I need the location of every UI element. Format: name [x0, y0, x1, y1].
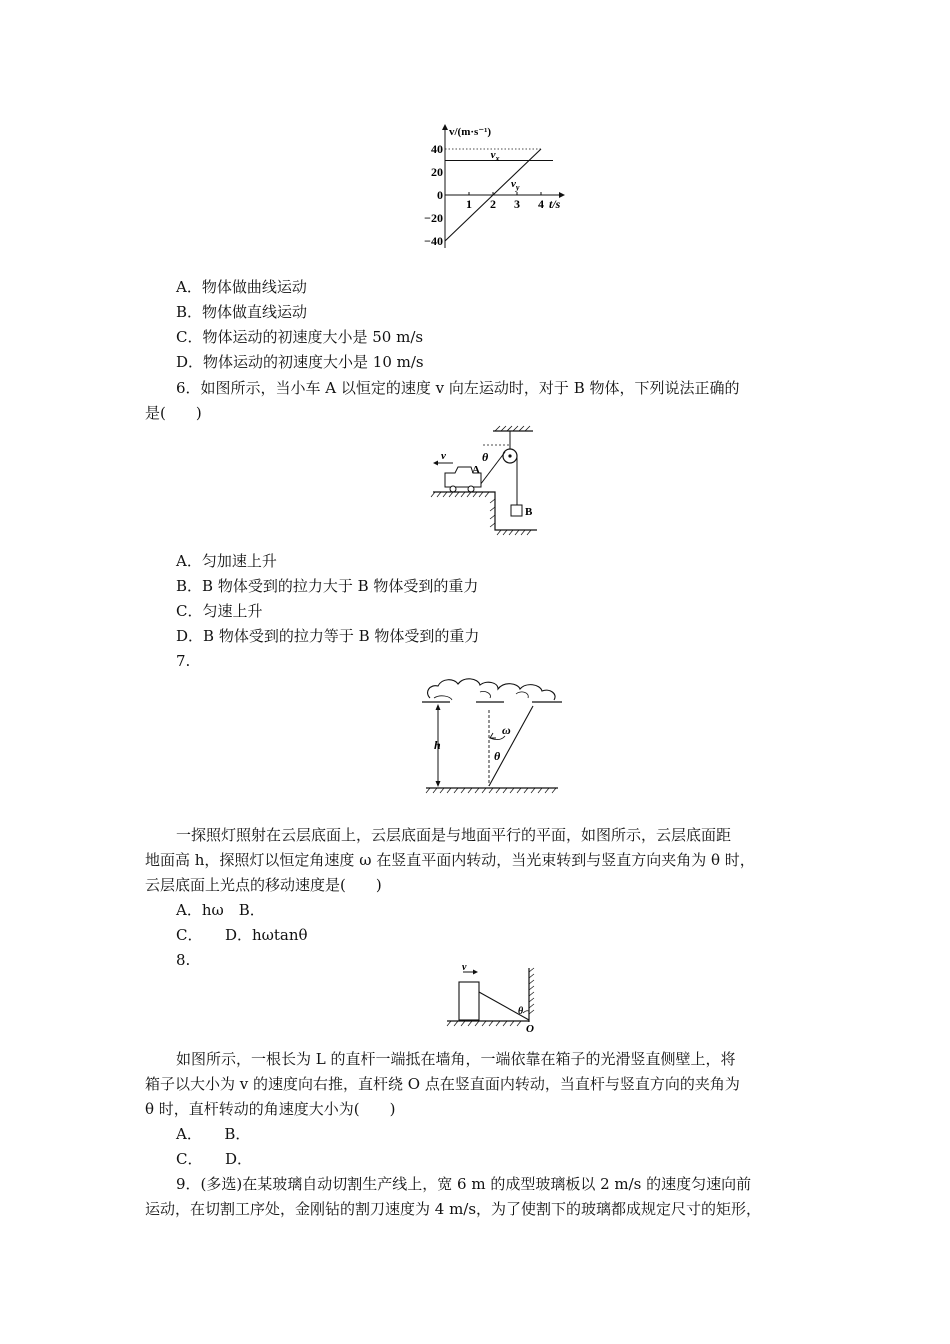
q7-stem-line3: 云层底面上光点的移动速度是( ): [145, 876, 382, 894]
q5-vt-graph: [415, 120, 575, 255]
q5-option-c: C．物体运动的初速度大小是 50 m/s: [176, 328, 424, 346]
q8-number: 8.: [176, 951, 191, 969]
q8-label-o: O: [526, 1023, 534, 1032]
q8-options-cd: C． D．: [176, 1150, 253, 1168]
q7-label-omega: ω: [502, 723, 511, 737]
q6-option-a: A．匀加速上升: [176, 552, 277, 570]
q7-number: 7.: [176, 652, 191, 670]
q6-option-b: B．B 物体受到的拉力大于 B 物体受到的重力: [176, 577, 479, 595]
q9-stem-line2: 运动，在切割工序处，金刚钻的割刀速度为 4 m/s，为了使割下的玻璃都成规定尺寸的矩形，: [145, 1200, 762, 1218]
q7-options-ab: A．hω B．: [176, 901, 265, 919]
q6-option-d: D．B 物体受到的拉力等于 B 物体受到的重力: [176, 627, 480, 645]
q6-stem-line1: 6．如图所示，当小车 A 以恒定的速度 v 向左运动时，对于 B 物体，下列说法正确的: [176, 379, 740, 397]
q7-stem-line2: 地面高 h，探照灯以恒定角速度 ω 在竖直平面内转动，当光束转到与竖直方向夹角为 θ 时，: [145, 851, 755, 869]
q6-label-theta: θ: [482, 450, 489, 464]
q7-searchlight-figure: [420, 676, 565, 798]
vt-chart-area: [424, 124, 565, 248]
y-axis-label: v/(m·s⁻¹): [449, 126, 492, 138]
y-tick-label: 40: [431, 142, 443, 156]
y-tick-label: −40: [424, 234, 443, 248]
q7-stem-line1: 一探照灯照射在云层底面上，云层底面是与地面平行的平面，如图所示，云层底面距: [176, 826, 732, 844]
q8-stem-line1: 如图所示，一根长为 L 的直杆一端抵在墙角，一端依靠在箱子的光滑竖直侧壁上，将: [176, 1050, 736, 1068]
x-tick-label: 3: [514, 197, 520, 211]
q6-label-a: A: [472, 464, 480, 476]
q8-stem-line3: θ 时，直杆转动的角速度大小为( ): [145, 1100, 396, 1118]
x-tick-label: 1: [466, 197, 472, 211]
q6-stem-line2: 是( ): [145, 404, 202, 422]
q6-label-v: v: [441, 450, 446, 462]
q6-cart-pulley-figure: [425, 425, 540, 540]
x-axis-label: t/s: [549, 197, 561, 211]
q8-box-rod-figure: [443, 964, 548, 1032]
q9-stem-line1: 9．(多选)在某玻璃自动切割生产线上，宽 6 m 的成型玻璃板以 2 m/s 的速度匀速向前: [176, 1175, 752, 1193]
q7-label-theta: θ: [494, 749, 501, 763]
q5-option-d: D．物体运动的初速度大小是 10 m/s: [176, 353, 424, 371]
q8-label-v: v: [462, 964, 467, 973]
series-vy-label: $v_y$: [511, 177, 520, 192]
q8-stem-line2: 箱子以大小为 v 的速度向右推，直杆绕 O 点在竖直面内转动，当直杆与竖直方向的夹角为: [145, 1075, 740, 1093]
q7-label-h: h: [434, 738, 441, 752]
q6-option-c: C．匀速上升: [176, 602, 263, 620]
x-tick-label: 4: [538, 197, 544, 211]
q7-options-cd: C． D．hωtanθ: [176, 926, 308, 944]
q5-option-b: B．物体做直线运动: [176, 303, 308, 321]
y-tick-label: −20: [424, 211, 443, 225]
y-axis-arrow: [442, 124, 448, 130]
y-tick-label: 0: [437, 188, 443, 202]
q5-option-a: A．物体做曲线运动: [176, 278, 307, 296]
q6-label-b: B: [525, 506, 533, 518]
series-vx-label: $v_x$: [490, 149, 500, 164]
y-tick-label: 20: [431, 165, 443, 179]
q8-label-theta: θ: [518, 1006, 524, 1017]
q8-options-ab: A． B．: [176, 1125, 251, 1143]
x-tick-label: 2: [490, 197, 496, 211]
